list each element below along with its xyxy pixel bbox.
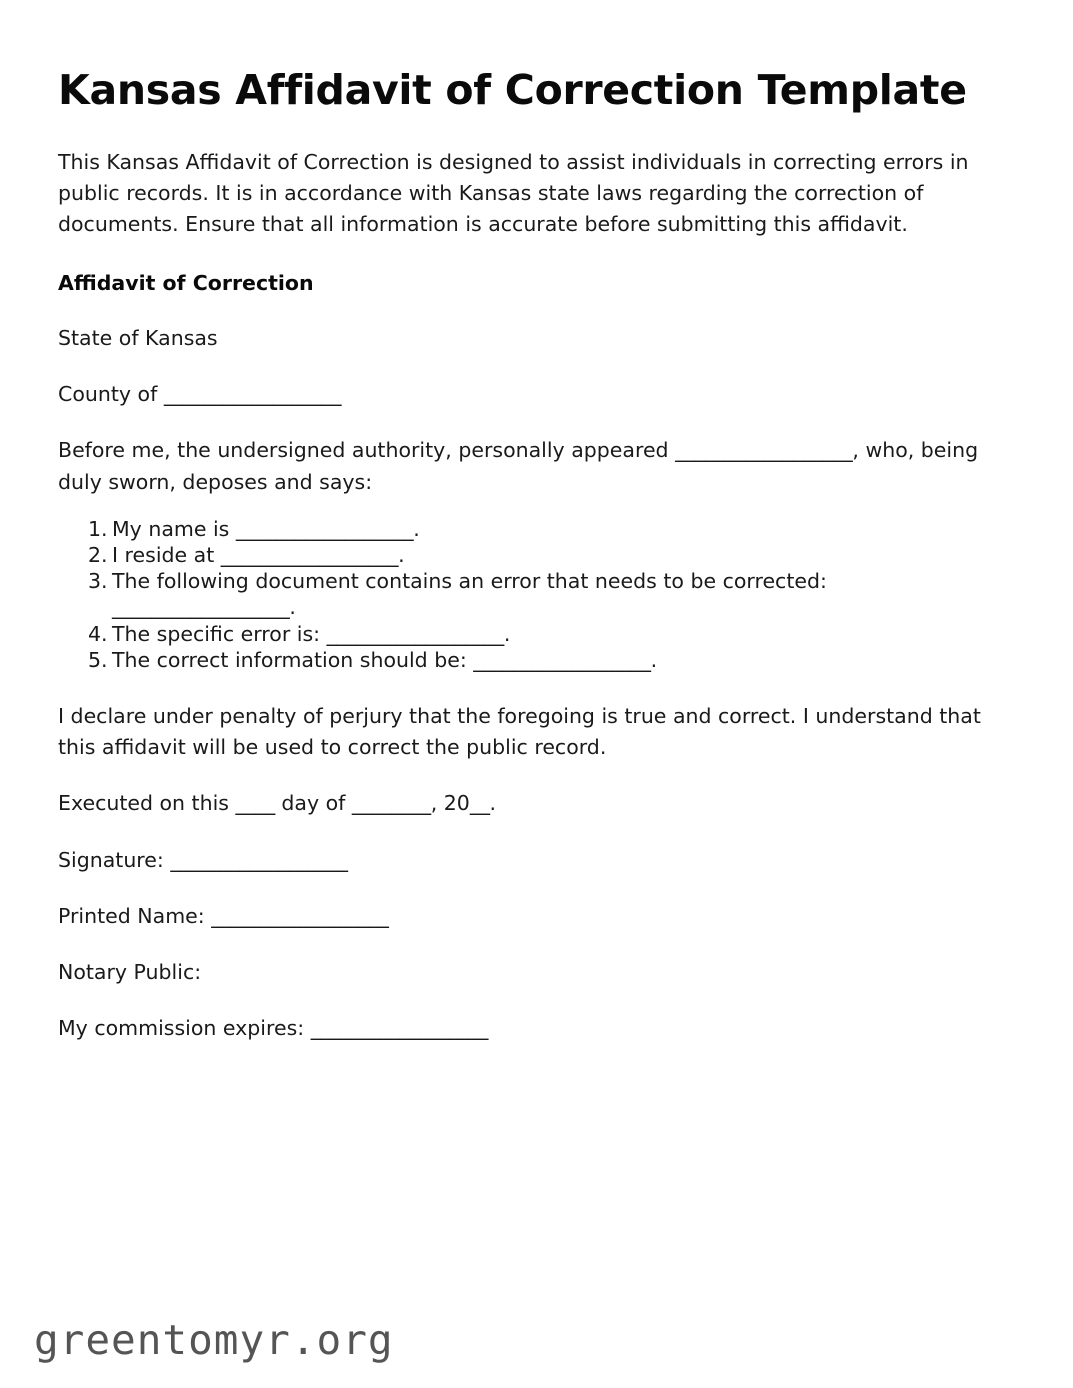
list-item-blank: __________________ — [326, 621, 504, 646]
executed-text-1: Executed on this — [58, 791, 236, 816]
list-item-text-after: . — [398, 542, 405, 567]
printed-name-blank: __________________ — [211, 903, 389, 928]
signature-blank: __________________ — [170, 847, 348, 872]
executed-day-blank: ____ — [235, 791, 275, 816]
executed-text-3: , 20 — [430, 791, 470, 816]
list-item-blank: __________________ — [235, 516, 414, 541]
list-item-blank: __________________ — [112, 595, 290, 620]
appearance-blank: __________________ — [675, 438, 853, 463]
page-title: Kansas Affidavit of Correction Template — [58, 66, 967, 114]
county-blank: __________________ — [163, 382, 342, 407]
list-item-text-before: The following document contains an error that needs to be corrected: — [112, 569, 827, 594]
executed-text-2: day of — [274, 791, 352, 816]
commission-blank: __________________ — [310, 1016, 488, 1041]
list-item-text-before: My name is — [112, 516, 236, 541]
printed-name-label: Printed Name: — [58, 903, 212, 928]
executed-month-blank: ________ — [351, 791, 431, 816]
printed-name-line — [58, 876, 1008, 932]
executed-text-4: . — [489, 791, 497, 816]
appearance-line — [58, 410, 1008, 497]
affidavit-items-list — [58, 498, 1008, 673]
executed-line — [58, 763, 1008, 819]
appearance-text-before: Before me, the undersigned authority, personally appeared — [58, 438, 676, 463]
list-item — [58, 542, 1008, 568]
list-item — [58, 568, 1008, 620]
document-content — [58, 0, 1008, 1044]
footer-watermark: greentomyr.org — [34, 1316, 394, 1364]
list-item-text-after: . — [503, 621, 511, 646]
signature-line — [58, 820, 1008, 876]
list-item-blank: __________________ — [473, 647, 651, 672]
executed-year-blank: __ — [469, 791, 490, 816]
list-item-text-after: . — [289, 595, 296, 620]
list-item-text-before: I reside at — [112, 542, 221, 567]
appearance-text-after: , who, being duly sworn, deposes and says: — [58, 438, 979, 494]
list-item-blank: __________________ — [220, 542, 399, 567]
county-line — [58, 354, 1008, 410]
commission-expires-line — [58, 988, 1008, 1044]
list-item-text-before: The specific error is: — [112, 621, 327, 646]
signature-label: Signature: — [58, 847, 171, 872]
state-line: State of Kansas — [58, 326, 218, 351]
list-item-text-before: The correct information should be: — [112, 647, 474, 672]
section-heading-affidavit-of-correction: Affidavit of Correction — [58, 271, 314, 296]
list-item — [58, 621, 1008, 647]
county-label: County of — [58, 382, 164, 407]
list-item-text-after: . — [650, 647, 658, 672]
intro-paragraph: This Kansas Affidavit of Correction is designed to assist individuals in correcting errors in public records. It is in accordance with Kansas state laws regarding the correction of documents. Ensure that all information is accurate before submitting this affidavit. — [58, 149, 969, 237]
list-item — [58, 516, 1008, 542]
list-item-text-after: . — [413, 516, 420, 541]
declaration-paragraph: I declare under penalty of perjury that the foregoing is true and correct. I understand that this affidavit will be used to correct the public record. — [58, 704, 981, 760]
commission-label: My commission expires: — [58, 1016, 311, 1041]
notary-public-line: Notary Public: — [58, 959, 202, 984]
list-item — [58, 647, 1008, 673]
